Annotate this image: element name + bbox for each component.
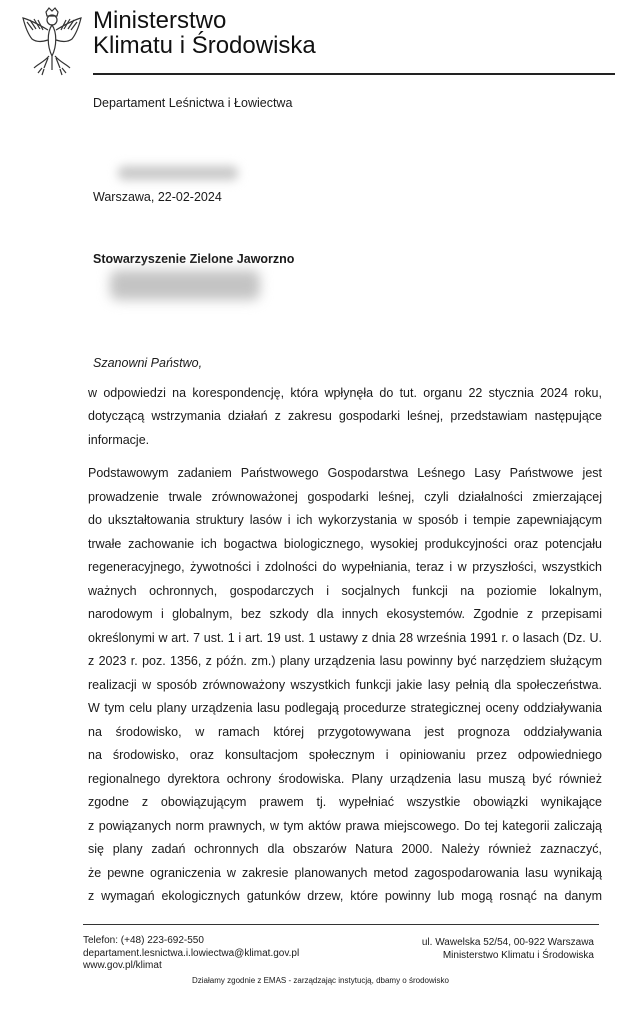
paragraph-line: ważnych ochronnych, gospodarczych i socjalnych funkcji na poziomie lokalnym,: [88, 583, 602, 598]
footer-street: ul. Wawelska 52/54, 00-922 Warszawa: [421, 937, 594, 948]
paragraph-line: w odpowiedzi na korespondencję, która wpłynęła do tut. organu 22 stycznia 2024 roku,: [88, 386, 602, 400]
paragraph-line: realizacji w sposób zrównoważony wszystkich funkcji jakie lasy pełnią dla społeczeństwa.: [88, 677, 602, 692]
paragraph-line: Podstawowym zadaniem Państwowego Gospodarstwa Leśnego Lasy Państwowe jest: [88, 466, 602, 480]
paragraph-line: regionalnego dyrektora ochrony środowiska. Plany urządzenia lasu muszą być również: [88, 771, 602, 786]
emas-statement: Działamy zgodnie z EMAS - zarządzając instytucją, dbamy o środowisko: [192, 976, 449, 985]
footer-email: departament.lesnictwa.i.lowiectwa@klimat.gov.pl: [83, 947, 300, 959]
paragraph-line: z 2023 r. poz. 1356, z późn. zm.) plany urządzenia lasu powinny być narzędziem służącym: [88, 654, 602, 668]
header-divider: [93, 73, 615, 75]
paragraph-line: na środowisko, w ramach której przygotowywana jest prognoza oddziaływania: [88, 724, 602, 739]
footer-divider: [83, 924, 599, 925]
footer-address: [380, 937, 594, 962]
paragraph-line: zgodne z obowiązującym prawem tj. wypełniać wszystkie obowiązki wynikające: [88, 795, 602, 809]
redacted-recipient-address: [110, 270, 260, 300]
paragraph-line: że pewne ograniczenia w zakresie planowanych metod zagospodarowania lasu wynikają: [88, 865, 602, 880]
ministry-name-line2: Klimatu i Środowiska: [93, 32, 316, 59]
paragraph-line: na środowisko, oraz konsultacjom społecznym i opiniowaniu przez odpowiedniego: [88, 748, 602, 762]
paragraph-line: W tym celu plany urządzenia lasu podlegają procedurze strategicznej oceny oddziaływania: [88, 701, 602, 715]
salutation: Szanowni Państwo,: [93, 356, 203, 370]
redacted-reference: [118, 166, 238, 180]
paragraph-2: [88, 462, 602, 909]
paragraph-line: prowadzenie trwale zrównoważonej gospodarki leśnej, czyli działalności zmierzającej: [88, 489, 602, 504]
footer-contact: [83, 935, 299, 973]
paragraph-line: informacje.: [88, 432, 150, 447]
paragraph-line: do ukształtowania struktury lasów i ich wykorzystania w sposób i tempie zapewniającym: [88, 513, 602, 527]
footer-website: www.gov.pl/klimat: [83, 960, 162, 971]
paragraph-line: z powiązanych norm prawnych, w tym aktów prawa miejscowego. Do tej kategorii zaliczają: [88, 818, 602, 833]
recipient-name: Stowarzyszenie Zielone Jaworzno: [93, 252, 295, 266]
footer-phone: Telefon: (+48) 223-692-550: [83, 935, 204, 946]
paragraph-line: trwałe zachowanie ich bogactwa biologicznego, wysokiej produkcyjności oraz potencjału: [88, 536, 602, 551]
letter-date: Warszawa, 22-02-2024: [93, 190, 222, 204]
paragraph-line: regeneracyjnego, żywotności i zdolności do wypełniania, teraz i w przyszłości, wszystkich: [88, 560, 602, 574]
ministry-name-line1: Ministerstwo: [93, 7, 227, 34]
paragraph-line: z wymagań ekologicznych gatunków drzew, które powinny lub mogą rosnąć na danym: [88, 889, 602, 903]
paragraph-1: [88, 382, 602, 452]
footer-org: Ministerstwo Klimatu i Środowiska: [442, 949, 594, 961]
paragraph-line: się plany zadań ochronnych dla obszarów Natura 2000. Należy również zaznaczyć,: [88, 842, 602, 856]
paragraph-line: narodowym i globalnym, bez szkody dla innych ekosystemów. Zgodnie z przepisami: [88, 607, 602, 621]
ministry-name: [93, 8, 316, 58]
department-name: Departament Leśnictwa i Łowiectwa: [93, 96, 293, 110]
polish-eagle-emblem-icon: [20, 6, 84, 76]
paragraph-line: dotyczącą wstrzymania działań z zakresu gospodarki leśnej, przedstawiam następujące: [88, 409, 602, 424]
paragraph-line: określonymi w art. 7 ust. 1 i art. 19 ust. 1 ustawy z dnia 28 września 1991 r. o lasach (Dz. U.: [88, 630, 602, 645]
